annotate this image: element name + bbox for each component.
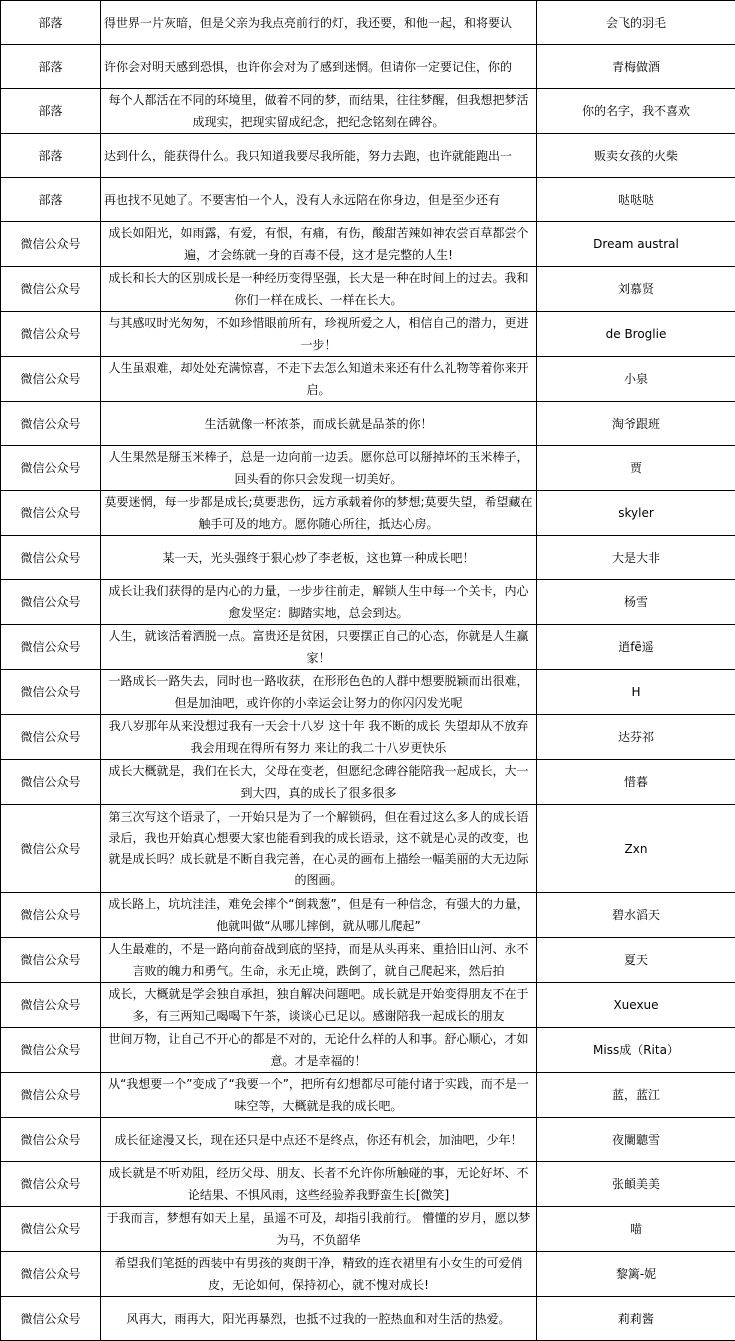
quote-cell: 成长就是不听劝阻，经历父母、朋友、长者不允许你所触碰的事，无论好坏、不论结果、不惧风雨，这些经验养我野蛮生长[微笑] (101, 1162, 537, 1207)
table-row (1, 1252, 735, 1297)
author-cell: 杨雪 (537, 580, 735, 625)
source-cell: 微信公众号 (1, 893, 101, 938)
source-cell: 微信公众号 (1, 491, 101, 536)
author-cell: 小泉 (537, 357, 735, 402)
author-cell: 夜闌聽雪 (537, 1118, 735, 1162)
source-cell: 部落 (1, 1, 101, 45)
table-row (1, 938, 735, 983)
quote-cell: 成长如阳光，如雨露，有爱，有恨，有痛，有伤，酸甜苦辣如神农尝百草都尝个遍，才会练就一身的百毒不侵，这才是完整的人生! (101, 222, 537, 267)
table-row (1, 45, 735, 89)
table-row (1, 312, 735, 357)
source-cell: 部落 (1, 134, 101, 178)
source-cell: 微信公众号 (1, 402, 101, 446)
table-row (1, 1207, 735, 1252)
table-row (1, 715, 735, 760)
table-row (1, 89, 735, 134)
quote-cell: 某一天，光头强终于狠心炒了李老板，这也算一种成长吧！ (101, 536, 537, 580)
quote-cell: 再也找不见她了。不要害怕一个人，没有人永远陪在你身边，但是至少还有 (101, 178, 537, 222)
quote-cell: 于我而言，梦想有如天上星，虽遥不可及，却指引我前行。 懵懂的岁月，愿以梦为马，不负韶华 (101, 1207, 537, 1252)
quote-cell: 成长让我们获得的是内心的力量，一步步往前走，解锁人生中每一个关卡，内心愈发坚定：脚踏实地，总会到达。 (101, 580, 537, 625)
table-row (1, 222, 735, 267)
source-cell: 微信公众号 (1, 938, 101, 983)
quote-cell: 人生果然是掰玉米棒子，总是一边向前一边丢。愿你总可以掰掉坏的玉米棒子，回头看的你只会发现一切美好。 (101, 446, 537, 491)
author-cell: 蓝，蓝江 (537, 1073, 735, 1118)
quote-cell: 得世界一片灰暗，但是父亲为我点亮前行的灯，我还要，和他一起，和将要认 (101, 1, 537, 45)
quote-cell: 成长路上，坑坑洼洼，难免会摔个“倒栽葱”，但是有一种信念，有强大的力量，他就叫做“从哪儿摔倒，就从哪儿爬起” (101, 893, 537, 938)
quote-cell: 莫要迷惘，每一步都是成长;莫要悲伤，远方承载着你的梦想;莫要失望，希望藏在触手可及的地方。愿你随心所往，抵达心房。 (101, 491, 537, 536)
author-cell: 黎篱-妮 (537, 1252, 735, 1297)
source-cell: 微信公众号 (1, 357, 101, 402)
quote-cell: 与其感叹时光匆匆，不如珍惜眼前所有，珍视所爱之人，相信自己的潜力，更进一步！ (101, 312, 537, 357)
quote-cell: 第三次写这个语录了，一开始只是为了一个解锁码，但在看过这么多人的成长语录后，我也开始真心想要大家也能看到我的成长语录，这不就是心灵的改变，也就是成长吗？成长就是不断自我完善，在心灵的画布上描绘一幅美丽的大无边际的图画。 (101, 805, 537, 893)
quote-cell: 人生最难的，不是一路向前奋战到底的坚持，而是从头再来、重拾旧山河、永不言败的魄力和勇气。生命，永无止境，跌倒了，就自己爬起来，然后拍 (101, 938, 537, 983)
source-cell: 微信公众号 (1, 580, 101, 625)
quote-cell: 风再大，雨再大，阳光再暴烈，也抵不过我的一腔热血和对生活的热爱。 (101, 1297, 537, 1341)
table-row (1, 1162, 735, 1207)
quote-cell: 每个人都活在不同的环境里，做着不同的梦，而结果，往往梦醒，但我想把梦活成现实，把现实留成纪念，把纪念铭刻在碑谷。 (101, 89, 537, 134)
table-row (1, 134, 735, 178)
author-cell: 莉莉酱 (537, 1297, 735, 1341)
author-cell: 张頔美美 (537, 1162, 735, 1207)
author-cell: 大是大非 (537, 536, 735, 580)
author-cell: 青梅做酒 (537, 45, 735, 89)
quote-cell: 成长大概就是，我们在长大，父母在变老，但愿纪念碑谷能陪我一起成长，大一到大四，真的成长了很多很多 (101, 760, 537, 805)
table-row (1, 536, 735, 580)
quote-cell: 世间万物，让自己不开心的都是不对的，无论什么样的人和事。舒心顺心，才如意。才是幸福的！ (101, 1028, 537, 1073)
source-cell: 微信公众号 (1, 715, 101, 760)
table-row (1, 983, 735, 1028)
table-row (1, 670, 735, 715)
table-row (1, 1118, 735, 1162)
source-cell: 部落 (1, 45, 101, 89)
author-cell: 夏天 (537, 938, 735, 983)
table-row (1, 1297, 735, 1341)
author-cell: 达芬祁 (537, 715, 735, 760)
table-row (1, 446, 735, 491)
author-cell: 碧水滔天 (537, 893, 735, 938)
table-row (1, 580, 735, 625)
source-cell: 微信公众号 (1, 670, 101, 715)
quote-cell: 生活就像一杯浓茶，而成长就是品茶的你！ (101, 402, 537, 446)
source-cell: 微信公众号 (1, 983, 101, 1028)
source-cell: 部落 (1, 89, 101, 134)
table-row (1, 805, 735, 893)
quote-cell: 成长，大概就是学会独自承担，独自解决问题吧。成长就是开始变得朋友不在于多，有三两知己喝喝下午茶，谈谈心已足以。感谢陪我一起成长的朋友 (101, 983, 537, 1028)
source-cell: 微信公众号 (1, 760, 101, 805)
quote-cell: 成长和长大的区别成长是一种经历变得坚强，长大是一种在时间上的过去。我和你们一样在成长、一样在长大。 (101, 267, 537, 312)
source-cell: 微信公众号 (1, 222, 101, 267)
table-row (1, 402, 735, 446)
source-cell: 微信公众号 (1, 536, 101, 580)
table-row (1, 491, 735, 536)
author-cell: 淘爷跟班 (537, 402, 735, 446)
author-cell: 你的名字，我不喜欢 (537, 89, 735, 134)
author-cell: de Broglie (537, 312, 735, 357)
author-cell: Zxn (537, 805, 735, 893)
author-cell: skyler (537, 491, 735, 536)
source-cell: 微信公众号 (1, 312, 101, 357)
source-cell: 微信公众号 (1, 1028, 101, 1073)
quotes-table-body (1, 1, 735, 1341)
author-cell: Dream austral (537, 222, 735, 267)
source-cell: 微信公众号 (1, 1207, 101, 1252)
table-row (1, 267, 735, 312)
quote-cell: 许你会对明天感到恐惧，也许你会对为了感到迷惘。但请你一定要记住，你的 (101, 45, 537, 89)
quote-cell: 一路成长一路失去，同时也一路收获，在形形色色的人群中想要脱颖而出很难，但是加油吧，或许你的小幸运会让努力的你闪闪发光呢 (101, 670, 537, 715)
quote-cell: 人生，就该活着洒脱一点。富贵还是贫困，只要摆正自己的心态，你就是人生赢家！ (101, 625, 537, 670)
author-cell: 喵 (537, 1207, 735, 1252)
author-cell: H (537, 670, 735, 715)
source-cell: 微信公众号 (1, 1252, 101, 1297)
source-cell: 微信公众号 (1, 625, 101, 670)
author-cell: 会飞的羽毛 (537, 1, 735, 45)
quote-cell: 希望我们笔挺的西装中有男孩的爽朗干净，精致的连衣裙里有小女生的可爱俏皮，无论如何，保持初心，就不愧对成长! (101, 1252, 537, 1297)
table-row (1, 893, 735, 938)
source-cell: 微信公众号 (1, 1162, 101, 1207)
table-row (1, 1073, 735, 1118)
author-cell: 逍fē遥 (537, 625, 735, 670)
quote-cell: 成长征途漫又长，现在还只是中点还不是终点，你还有机会，加油吧，少年！ (101, 1118, 537, 1162)
table-row (1, 760, 735, 805)
table-row (1, 1, 735, 45)
author-cell: 哒哒哒 (537, 178, 735, 222)
quote-cell: 从“我想要一个”变成了“我要一个”，把所有幻想都尽可能付诸于实践，而不是一味空等，大概就是我的成长吧。 (101, 1073, 537, 1118)
author-cell: 贾 (537, 446, 735, 491)
quote-cell: 达到什么，能获得什么。我只知道我要尽我所能，努力去跑，也许就能跑出一 (101, 134, 537, 178)
author-cell: 惜暮 (537, 760, 735, 805)
source-cell: 微信公众号 (1, 805, 101, 893)
table-row (1, 625, 735, 670)
author-cell: 刘慕贤 (537, 267, 735, 312)
author-cell: Xuexue (537, 983, 735, 1028)
source-cell: 微信公众号 (1, 1297, 101, 1341)
table-row (1, 178, 735, 222)
author-cell: 贩卖女孩的火柴 (537, 134, 735, 178)
table-row (1, 357, 735, 402)
source-cell: 微信公众号 (1, 1073, 101, 1118)
quote-cell: 我八岁那年从来没想过我有一天会十八岁 这十年 我不断的成长 失望却从不放弃 我会用现在得所有努力 来让的我二十八岁更快乐 (101, 715, 537, 760)
table-row (1, 1028, 735, 1073)
source-cell: 微信公众号 (1, 267, 101, 312)
author-cell: Miss成（Rita） (537, 1028, 735, 1073)
source-cell: 微信公众号 (1, 446, 101, 491)
quote-cell: 人生虽艰难，却处处充满惊喜，不走下去怎么知道未来还有什么礼物等着你来开启。 (101, 357, 537, 402)
source-cell: 微信公众号 (1, 1118, 101, 1162)
source-cell: 部落 (1, 178, 101, 222)
